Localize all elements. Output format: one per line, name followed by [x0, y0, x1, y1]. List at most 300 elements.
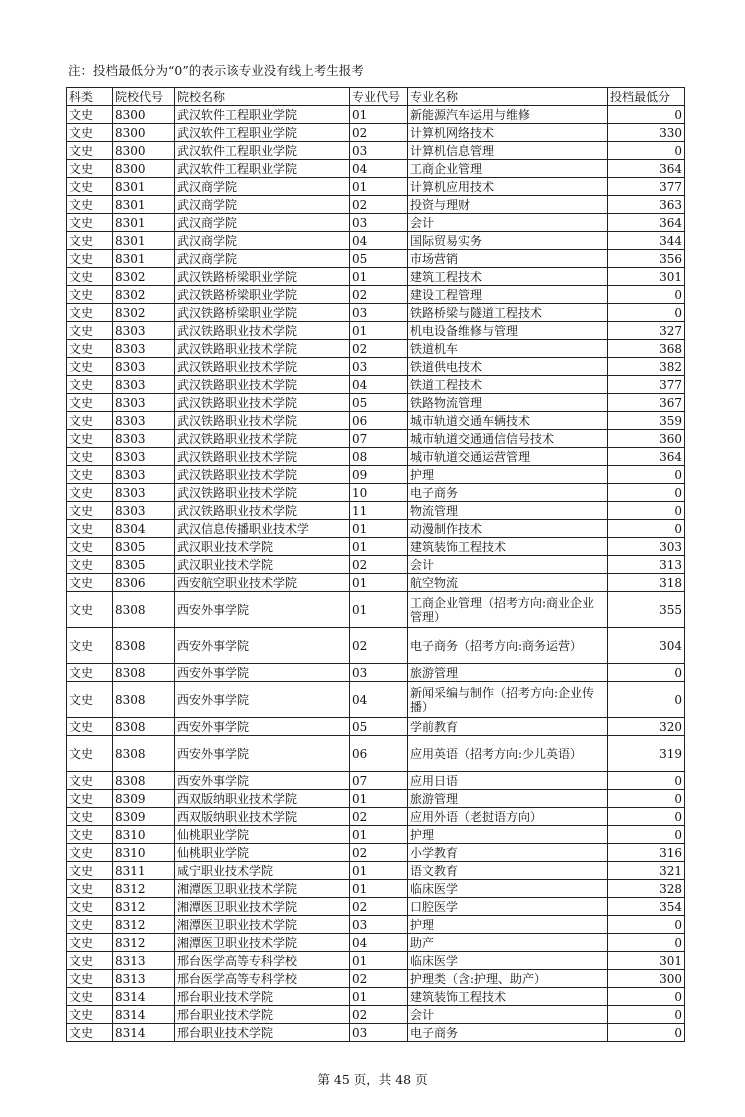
cell-min-score: 0	[608, 1024, 685, 1042]
cell-min-score: 0	[608, 502, 685, 520]
cell-school-name: 武汉软件工程职业学院	[175, 142, 350, 160]
cell-subject: 文史	[67, 520, 113, 538]
cell-min-score: 382	[608, 358, 685, 376]
cell-major-code: 01	[350, 574, 408, 592]
cell-school-name: 西双版纳职业技术学院	[175, 808, 350, 826]
cell-major-code: 02	[350, 1006, 408, 1024]
cell-subject: 文史	[67, 160, 113, 178]
cell-min-score: 319	[608, 736, 685, 772]
cell-major-code: 03	[350, 1024, 408, 1042]
cell-major-name: 护理	[408, 466, 608, 484]
cell-school-code: 8302	[113, 268, 175, 286]
cell-major-name: 建筑装饰工程技术	[408, 988, 608, 1006]
cell-subject: 文史	[67, 628, 113, 664]
table-row	[67, 304, 685, 322]
cell-major-code: 01	[350, 862, 408, 880]
cell-school-name: 武汉铁路职业技术学院	[175, 466, 350, 484]
cell-subject: 文史	[67, 106, 113, 124]
cell-major-code: 02	[350, 970, 408, 988]
cell-major-code: 01	[350, 106, 408, 124]
cell-subject: 文史	[67, 970, 113, 988]
cell-subject: 文史	[67, 1006, 113, 1024]
cell-school-name: 武汉商学院	[175, 196, 350, 214]
cell-subject: 文史	[67, 376, 113, 394]
cell-school-name: 西安外事学院	[175, 718, 350, 736]
cell-school-code: 8314	[113, 1006, 175, 1024]
cell-major-code: 03	[350, 142, 408, 160]
cell-min-score: 354	[608, 898, 685, 916]
cell-school-code: 8300	[113, 124, 175, 142]
table-row	[67, 574, 685, 592]
cell-major-name: 会计	[408, 556, 608, 574]
cell-subject: 文史	[67, 718, 113, 736]
cell-school-code: 8301	[113, 196, 175, 214]
cell-subject: 文史	[67, 880, 113, 898]
cell-subject: 文史	[67, 538, 113, 556]
cell-subject: 文史	[67, 934, 113, 952]
table-row	[67, 448, 685, 466]
cell-subject: 文史	[67, 250, 113, 268]
cell-major-code: 03	[350, 916, 408, 934]
cell-major-name: 口腔医学	[408, 898, 608, 916]
cell-school-code: 8304	[113, 520, 175, 538]
table-row	[67, 970, 685, 988]
cell-major-name: 语文教育	[408, 862, 608, 880]
cell-major-code: 07	[350, 430, 408, 448]
cell-school-code: 8303	[113, 376, 175, 394]
cell-school-code: 8311	[113, 862, 175, 880]
cell-major-name: 建筑工程技术	[408, 268, 608, 286]
cell-min-score: 377	[608, 178, 685, 196]
cell-subject: 文史	[67, 664, 113, 682]
cell-subject: 文史	[67, 430, 113, 448]
cell-major-code: 02	[350, 844, 408, 862]
cell-min-score: 355	[608, 592, 685, 628]
cell-min-score: 363	[608, 196, 685, 214]
cell-min-score: 0	[608, 934, 685, 952]
cell-major-code: 01	[350, 520, 408, 538]
cell-major-code: 02	[350, 808, 408, 826]
cell-subject: 文史	[67, 196, 113, 214]
cell-major-name: 旅游管理	[408, 664, 608, 682]
cell-school-name: 西安外事学院	[175, 664, 350, 682]
cell-subject: 文史	[67, 592, 113, 628]
cell-school-name: 武汉铁路职业技术学院	[175, 448, 350, 466]
cell-major-code: 01	[350, 988, 408, 1006]
cell-major-name: 计算机信息管理	[408, 142, 608, 160]
cell-min-score: 330	[608, 124, 685, 142]
cell-subject: 文史	[67, 682, 113, 718]
cell-major-code: 01	[350, 322, 408, 340]
cell-major-code: 07	[350, 772, 408, 790]
cell-min-score: 0	[608, 484, 685, 502]
cell-major-name: 应用英语（招考方向:少儿英语）	[408, 736, 608, 772]
cell-min-score: 0	[608, 790, 685, 808]
cell-school-code: 8312	[113, 934, 175, 952]
cell-subject: 文史	[67, 898, 113, 916]
cell-major-name: 铁道机车	[408, 340, 608, 358]
table-row	[67, 394, 685, 412]
cell-major-code: 02	[350, 556, 408, 574]
cell-major-name: 护理	[408, 826, 608, 844]
cell-min-score: 364	[608, 214, 685, 232]
cell-major-name: 城市轨道交通运营管理	[408, 448, 608, 466]
table-row	[67, 772, 685, 790]
cell-major-code: 01	[350, 880, 408, 898]
cell-major-code: 04	[350, 934, 408, 952]
cell-subject: 文史	[67, 916, 113, 934]
cell-school-code: 8303	[113, 358, 175, 376]
page-footer: 第 45 页，共 48 页	[317, 1072, 428, 1087]
cell-min-score: 0	[608, 1006, 685, 1024]
cell-subject: 文史	[67, 232, 113, 250]
cell-subject: 文史	[67, 286, 113, 304]
cell-min-score: 359	[608, 412, 685, 430]
cell-major-code: 10	[350, 484, 408, 502]
cell-min-score: 0	[608, 772, 685, 790]
cell-school-name: 邢台职业技术学院	[175, 1024, 350, 1042]
table-row	[67, 952, 685, 970]
cell-major-name: 旅游管理	[408, 790, 608, 808]
cell-school-code: 8308	[113, 772, 175, 790]
cell-major-code: 01	[350, 826, 408, 844]
cell-major-name: 助产	[408, 934, 608, 952]
cell-major-name: 物流管理	[408, 502, 608, 520]
cell-subject: 文史	[67, 484, 113, 502]
cell-school-name: 西安外事学院	[175, 772, 350, 790]
cell-min-score: 301	[608, 952, 685, 970]
cell-major-code: 02	[350, 628, 408, 664]
table-row	[67, 214, 685, 232]
cell-subject: 文史	[67, 322, 113, 340]
table-row	[67, 718, 685, 736]
table-body	[67, 106, 685, 1042]
cell-school-name: 武汉铁路桥梁职业学院	[175, 268, 350, 286]
cell-major-code: 04	[350, 376, 408, 394]
cell-school-name: 西安航空职业技术学院	[175, 574, 350, 592]
cell-major-name: 铁道供电技术	[408, 358, 608, 376]
cell-school-name: 武汉铁路职业技术学院	[175, 430, 350, 448]
cell-school-name: 仙桃职业学院	[175, 844, 350, 862]
table-row	[67, 538, 685, 556]
cell-min-score: 320	[608, 718, 685, 736]
cell-school-code: 8309	[113, 808, 175, 826]
table-row	[67, 934, 685, 952]
cell-school-name: 西安外事学院	[175, 592, 350, 628]
cell-school-code: 8300	[113, 106, 175, 124]
table-row	[67, 1006, 685, 1024]
cell-min-score: 344	[608, 232, 685, 250]
cell-major-name: 城市轨道交通车辆技术	[408, 412, 608, 430]
cell-school-code: 8308	[113, 664, 175, 682]
cell-major-code: 02	[350, 124, 408, 142]
cell-major-name: 铁路物流管理	[408, 394, 608, 412]
cell-school-code: 8302	[113, 286, 175, 304]
cell-major-code: 08	[350, 448, 408, 466]
cell-major-code: 09	[350, 466, 408, 484]
cell-major-name: 铁道工程技术	[408, 376, 608, 394]
table-row	[67, 160, 685, 178]
table-row	[67, 178, 685, 196]
cell-major-code: 03	[350, 304, 408, 322]
header-major-name: 专业名称	[408, 88, 608, 106]
table-row	[67, 286, 685, 304]
cell-school-name: 咸宁职业技术学院	[175, 862, 350, 880]
cell-school-code: 8308	[113, 628, 175, 664]
table-row	[67, 916, 685, 934]
cell-school-name: 邢台医学高等专科学校	[175, 970, 350, 988]
cell-school-code: 8303	[113, 466, 175, 484]
table-header-row	[67, 88, 685, 106]
table-row	[67, 322, 685, 340]
admission-score-table	[66, 87, 685, 1042]
cell-school-name: 湘潭医卫职业技术学院	[175, 880, 350, 898]
cell-major-name: 计算机应用技术	[408, 178, 608, 196]
cell-school-name: 武汉铁路职业技术学院	[175, 502, 350, 520]
cell-major-name: 建筑装饰工程技术	[408, 538, 608, 556]
table-row	[67, 358, 685, 376]
table-row	[67, 736, 685, 772]
cell-school-code: 8312	[113, 916, 175, 934]
table-row	[67, 898, 685, 916]
cell-major-name: 学前教育	[408, 718, 608, 736]
cell-major-name: 新闻采编与制作（招考方向:企业传播）	[408, 682, 608, 718]
table-row	[67, 1024, 685, 1042]
cell-min-score: 0	[608, 808, 685, 826]
cell-min-score: 327	[608, 322, 685, 340]
cell-school-code: 8303	[113, 412, 175, 430]
cell-major-code: 03	[350, 664, 408, 682]
cell-subject: 文史	[67, 178, 113, 196]
cell-subject: 文史	[67, 1024, 113, 1042]
cell-min-score: 318	[608, 574, 685, 592]
table-row	[67, 250, 685, 268]
cell-subject: 文史	[67, 952, 113, 970]
cell-major-code: 02	[350, 196, 408, 214]
cell-min-score: 0	[608, 988, 685, 1006]
cell-min-score: 360	[608, 430, 685, 448]
cell-major-code: 04	[350, 232, 408, 250]
cell-school-code: 8309	[113, 790, 175, 808]
cell-min-score: 0	[608, 826, 685, 844]
cell-min-score: 313	[608, 556, 685, 574]
cell-school-name: 武汉信息传播职业技术学	[175, 520, 350, 538]
table-row	[67, 790, 685, 808]
cell-school-code: 8301	[113, 250, 175, 268]
cell-school-name: 武汉铁路桥梁职业学院	[175, 286, 350, 304]
header-min-score: 投档最低分	[608, 88, 685, 106]
cell-major-code: 01	[350, 790, 408, 808]
cell-school-code: 8301	[113, 232, 175, 250]
cell-min-score: 356	[608, 250, 685, 268]
cell-major-name: 航空物流	[408, 574, 608, 592]
cell-major-name: 铁路桥梁与隧道工程技术	[408, 304, 608, 322]
cell-major-name: 计算机网络技术	[408, 124, 608, 142]
cell-subject: 文史	[67, 448, 113, 466]
cell-major-code: 01	[350, 592, 408, 628]
cell-major-name: 会计	[408, 1006, 608, 1024]
cell-school-code: 8313	[113, 952, 175, 970]
table-row	[67, 592, 685, 628]
cell-major-code: 05	[350, 250, 408, 268]
cell-school-name: 武汉铁路职业技术学院	[175, 394, 350, 412]
cell-major-name: 新能源汽车运用与维修	[408, 106, 608, 124]
cell-school-code: 8300	[113, 142, 175, 160]
cell-subject: 文史	[67, 124, 113, 142]
cell-major-code: 04	[350, 682, 408, 718]
cell-major-code: 03	[350, 214, 408, 232]
cell-school-name: 武汉商学院	[175, 178, 350, 196]
cell-school-code: 8310	[113, 826, 175, 844]
table-row	[67, 412, 685, 430]
cell-school-code: 8314	[113, 988, 175, 1006]
table-row	[67, 268, 685, 286]
cell-major-code: 01	[350, 538, 408, 556]
cell-major-name: 应用外语（老挝语方向）	[408, 808, 608, 826]
cell-school-name: 邢台职业技术学院	[175, 988, 350, 1006]
cell-school-name: 西安外事学院	[175, 736, 350, 772]
cell-major-name: 市场营销	[408, 250, 608, 268]
cell-school-code: 8308	[113, 736, 175, 772]
cell-school-code: 8308	[113, 592, 175, 628]
cell-school-code: 8306	[113, 574, 175, 592]
cell-school-name: 西安外事学院	[175, 682, 350, 718]
cell-school-name: 武汉软件工程职业学院	[175, 106, 350, 124]
cell-major-name: 小学教育	[408, 844, 608, 862]
cell-school-name: 邢台医学高等专科学校	[175, 952, 350, 970]
header-school-code: 院校代号	[113, 88, 175, 106]
table-row	[67, 430, 685, 448]
cell-school-code: 8303	[113, 484, 175, 502]
cell-school-code: 8303	[113, 394, 175, 412]
table-row	[67, 232, 685, 250]
table-row	[67, 808, 685, 826]
cell-major-name: 城市轨道交通通信信号技术	[408, 430, 608, 448]
cell-major-name: 会计	[408, 214, 608, 232]
cell-subject: 文史	[67, 214, 113, 232]
cell-major-name: 建设工程管理	[408, 286, 608, 304]
cell-min-score: 328	[608, 880, 685, 898]
cell-school-code: 8303	[113, 430, 175, 448]
cell-subject: 文史	[67, 862, 113, 880]
cell-major-code: 05	[350, 718, 408, 736]
table-row	[67, 340, 685, 358]
cell-school-name: 武汉铁路职业技术学院	[175, 358, 350, 376]
cell-major-name: 电子商务	[408, 484, 608, 502]
cell-major-name: 临床医学	[408, 952, 608, 970]
cell-major-code: 02	[350, 286, 408, 304]
cell-subject: 文史	[67, 556, 113, 574]
cell-min-score: 0	[608, 664, 685, 682]
cell-school-name: 武汉软件工程职业学院	[175, 124, 350, 142]
cell-school-code: 8301	[113, 214, 175, 232]
cell-school-code: 8312	[113, 880, 175, 898]
cell-major-code: 06	[350, 412, 408, 430]
cell-school-code: 8301	[113, 178, 175, 196]
table-row	[67, 628, 685, 664]
table-row	[67, 106, 685, 124]
cell-school-name: 武汉商学院	[175, 214, 350, 232]
cell-school-code: 8308	[113, 718, 175, 736]
cell-school-code: 8305	[113, 556, 175, 574]
cell-subject: 文史	[67, 394, 113, 412]
cell-subject: 文史	[67, 412, 113, 430]
cell-min-score: 364	[608, 448, 685, 466]
cell-major-name: 护理	[408, 916, 608, 934]
cell-subject: 文史	[67, 502, 113, 520]
table-row	[67, 124, 685, 142]
cell-major-code: 06	[350, 736, 408, 772]
cell-min-score: 304	[608, 628, 685, 664]
cell-school-name: 武汉铁路职业技术学院	[175, 412, 350, 430]
cell-major-name: 护理类（含:护理、助产）	[408, 970, 608, 988]
cell-min-score: 364	[608, 160, 685, 178]
cell-min-score: 300	[608, 970, 685, 988]
cell-subject: 文史	[67, 772, 113, 790]
cell-subject: 文史	[67, 988, 113, 1006]
cell-min-score: 301	[608, 268, 685, 286]
cell-major-name: 工商企业管理	[408, 160, 608, 178]
table-row	[67, 682, 685, 718]
cell-school-code: 8310	[113, 844, 175, 862]
cell-school-name: 武汉商学院	[175, 232, 350, 250]
cell-min-score: 0	[608, 916, 685, 934]
cell-subject: 文史	[67, 826, 113, 844]
header-subject: 科类	[67, 88, 113, 106]
cell-subject: 文史	[67, 844, 113, 862]
table-row	[67, 988, 685, 1006]
table-row	[67, 556, 685, 574]
cell-major-name: 电子商务	[408, 1024, 608, 1042]
cell-school-code: 8314	[113, 1024, 175, 1042]
table-row	[67, 484, 685, 502]
cell-school-name: 武汉铁路职业技术学院	[175, 340, 350, 358]
cell-school-code: 8303	[113, 322, 175, 340]
cell-school-name: 邢台职业技术学院	[175, 1006, 350, 1024]
cell-school-name: 武汉职业技术学院	[175, 556, 350, 574]
cell-major-code: 02	[350, 340, 408, 358]
cell-school-code: 8312	[113, 898, 175, 916]
table-row	[67, 376, 685, 394]
cell-min-score: 0	[608, 142, 685, 160]
cell-school-code: 8300	[113, 160, 175, 178]
cell-major-name: 国际贸易实务	[408, 232, 608, 250]
cell-school-name: 武汉铁路职业技术学院	[175, 484, 350, 502]
table-row	[67, 844, 685, 862]
cell-major-name: 工商企业管理（招考方向:商业企业管理）	[408, 592, 608, 628]
cell-major-code: 11	[350, 502, 408, 520]
cell-school-code: 8305	[113, 538, 175, 556]
cell-major-code: 01	[350, 178, 408, 196]
cell-major-name: 应用日语	[408, 772, 608, 790]
table-row	[67, 826, 685, 844]
cell-subject: 文史	[67, 574, 113, 592]
cell-school-code: 8308	[113, 682, 175, 718]
cell-min-score: 321	[608, 862, 685, 880]
table-row	[67, 502, 685, 520]
cell-min-score: 0	[608, 466, 685, 484]
cell-subject: 文史	[67, 790, 113, 808]
cell-school-name: 湘潭医卫职业技术学院	[175, 916, 350, 934]
cell-min-score: 0	[608, 682, 685, 718]
cell-school-code: 8303	[113, 502, 175, 520]
cell-min-score: 0	[608, 286, 685, 304]
table-note: 注：投档最低分为“0”的表示该专业没有线上考生报考	[68, 63, 364, 78]
cell-major-name: 临床医学	[408, 880, 608, 898]
cell-subject: 文史	[67, 808, 113, 826]
header-school-name: 院校名称	[175, 88, 350, 106]
cell-min-score: 0	[608, 304, 685, 322]
